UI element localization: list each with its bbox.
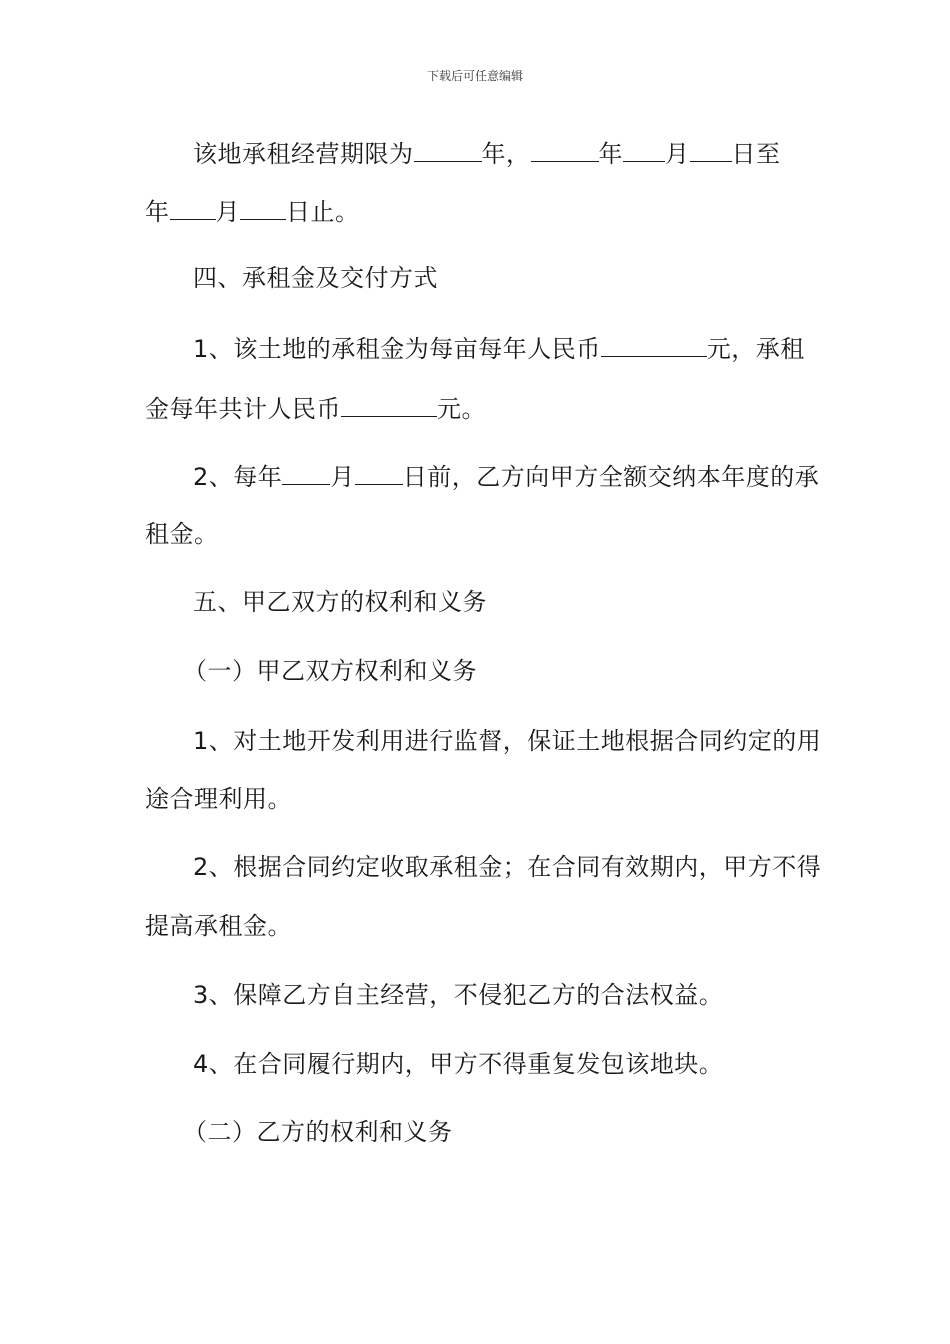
paragraph-line: 提高承租金。 [145,912,292,940]
subsection-heading: （一）甲乙双方权利和义务 [183,657,477,685]
text-segment: 2、每年 [193,463,283,491]
text-segment: 年 [598,140,623,168]
blank-field[interactable] [601,330,707,357]
lease-term-line [193,135,858,171]
blank-field[interactable] [282,458,330,485]
page-header: 下载后可任意编辑 [426,69,523,83]
subsection-heading: （二）乙方的权利和义务 [183,1118,453,1146]
blank-field[interactable] [170,193,216,220]
section-heading: 四、承租金及交付方式 [193,264,438,292]
blank-field[interactable] [355,458,403,485]
rent-total-line [145,390,810,426]
text-segment: 月 [330,463,355,491]
payment-date-line [193,458,858,494]
blank-field[interactable] [531,135,599,162]
blank-field[interactable] [240,193,286,220]
paragraph-line: 2、根据合同约定收取承租金；在合同有效期内，甲方不得 [193,853,822,881]
text-segment: 年 [145,198,170,226]
text-segment: 日至 [731,140,781,168]
text-segment: 元。 [437,395,486,423]
paragraph-line: 1、对土地开发利用进行监督，保证土地根据合同约定的用 [193,727,822,755]
blank-field[interactable] [414,135,482,162]
text-segment: 日止。 [286,198,360,226]
blank-field[interactable] [690,135,732,162]
text-segment: 年， [481,140,531,168]
paragraph-line: 3、保障乙方自主经营，不侵犯乙方的合法权益。 [193,981,724,1009]
blank-field[interactable] [341,390,437,417]
rent-amount-line [193,330,858,366]
text-segment: 1、该土地的承租金为每亩每年人民币 [193,335,601,363]
text-segment: 月 [665,140,690,168]
text-segment: 日前，乙方向甲方全额交纳本年度的承 [402,463,820,491]
paragraph-line: 4、在合同履行期内，甲方不得重复发包该地块。 [193,1050,724,1078]
text-segment: 该地承租经营期限为 [193,140,414,168]
blank-field[interactable] [623,135,665,162]
text-segment: 元，承租 [706,335,805,363]
section-heading: 五、甲乙双方的权利和义务 [193,588,487,616]
lease-term-end-line [145,193,810,229]
paragraph-line: 途合理利用。 [145,785,292,813]
text-segment: 金每年共计人民币 [145,395,341,423]
paragraph-line: 租金。 [145,520,219,548]
text-segment: 月 [215,198,240,226]
